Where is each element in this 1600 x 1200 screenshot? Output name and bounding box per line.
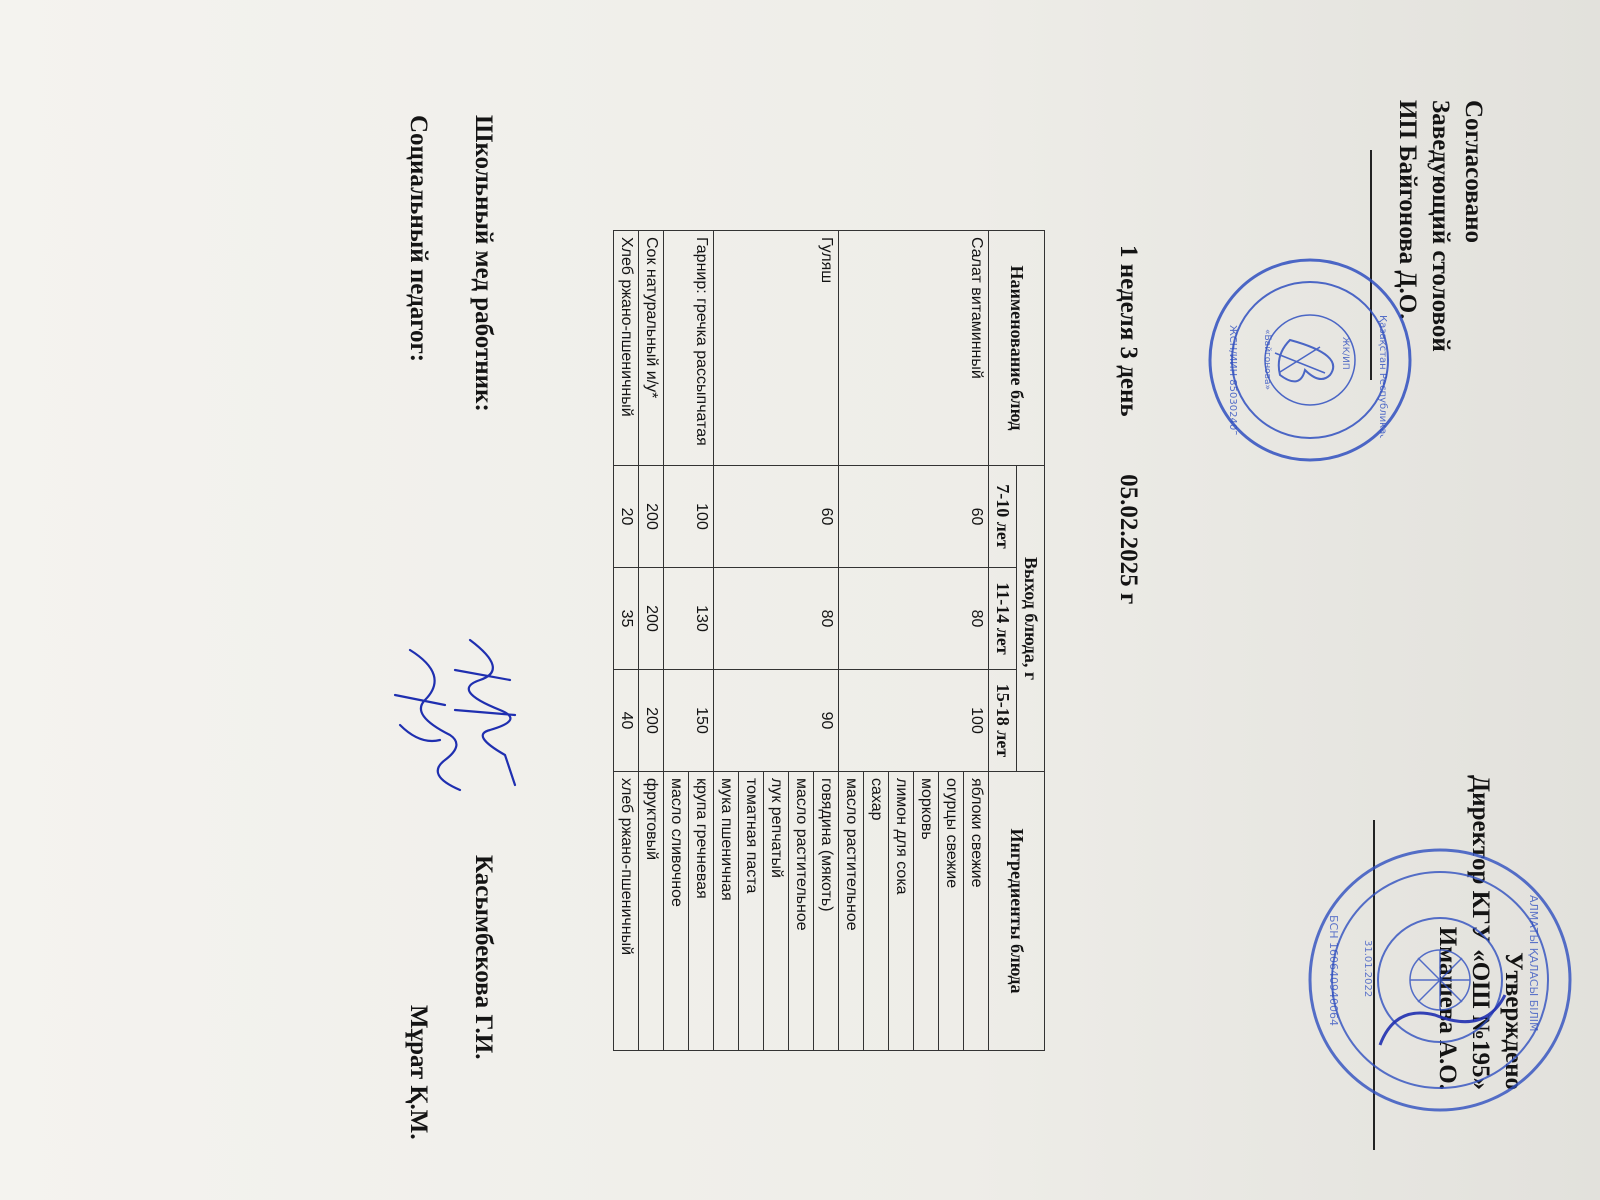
output-15-18: 40 [614,670,639,772]
ingredient: крупа гречневая [689,772,714,1051]
social-pedagogue-name: Мұрат Қ.М. [405,1005,432,1140]
ingredient: масло растительное [839,772,864,1051]
approval-left-position: Заведующий столовой [1427,100,1454,352]
output-7-10: 60 [714,466,839,568]
ingredient: лук репчатый [764,772,789,1051]
svg-text:БСН 160640940064: БСН 160640940064 [1327,915,1340,1026]
output-11-14: 200 [639,568,664,670]
med-worker-name: Касымбекова Г.И. [470,855,497,1060]
svg-text:ЖК/ИП: ЖК/ИП [1340,337,1350,370]
output-7-10: 200 [639,466,664,568]
output-11-14: 80 [714,568,839,670]
header-age-7-10: 7-10 лет [989,466,1017,568]
menu-period [1112,245,1145,604]
dish-name: Гарнир: гречка рассыпчатая [664,231,714,466]
ingredient: огурцы свежие [939,772,964,1051]
output-15-18: 90 [714,670,839,772]
output-15-18: 200 [639,670,664,772]
output-7-10: 60 [839,466,989,568]
header-output: Выход блюда, г [1017,466,1045,772]
approval-left-person: ИП Байгонова Д.О. [1394,100,1421,320]
ingredient: мука пшеничная [714,772,739,1051]
output-15-18: 150 [664,670,714,772]
dish-name: Салат витаминный [839,231,989,466]
ingredient: фруктовый [639,772,664,1051]
ingredient: томатная паста [739,772,764,1051]
svg-text:Қазақстан Республикасы: Қазақстан Республикасы [1377,315,1388,448]
header-age-15-18: 15-18 лет [989,670,1017,772]
svg-text:«Байгонова»: «Байгонова» [1262,329,1272,390]
output-11-14: 35 [614,568,639,670]
week-day-label: 1 неделя 3 день [1115,245,1142,417]
header-age-11-14: 11-14 лет [989,568,1017,670]
output-11-14: 80 [839,568,989,670]
ingredient: масло сливочное [664,772,689,1051]
approval-right-position: Директор КГУ «ОШ №195» [1467,774,1494,1090]
approval-right-person: Имашева А.О. [1434,926,1461,1090]
table-row [639,231,664,1051]
ingredient: масло растительное [789,772,814,1051]
approval-right-title: Утверждено [1500,952,1527,1090]
social-pedagogue-role: Социальный педагог: [405,115,432,363]
ingredient: яблоки свежие [964,772,989,1051]
ingredient: говядина (мякоть) [814,772,839,1051]
output-15-18: 100 [839,670,989,772]
table-row [814,231,839,1051]
dish-name: Хлеб ржано-пшеничный [614,231,639,466]
menu-table [613,230,1045,1051]
ingredient: морковь [914,772,939,1051]
school-seal-stamp [1305,845,1575,1115]
output-11-14: 130 [664,568,714,670]
table-row [614,231,639,1051]
dish-name: Гуляш [714,231,839,466]
header-dish: Наименование блюд [989,231,1045,466]
svg-text:ЖСН/ИИН 850302402855: ЖСН/ИИН 850302402855 [1227,325,1238,456]
table-row [964,231,989,1051]
approval-left-block [1391,100,1490,352]
handwritten-signatures [390,620,540,810]
company-seal-stamp [1205,255,1415,465]
svg-text:31.01.2022: 31.01.2022 [1362,940,1373,998]
table-row [689,231,714,1051]
med-worker-role: Школьный мед работник: [470,115,497,412]
svg-text:АЛМАТЫ ҚАЛАСЫ БІЛІМ: АЛМАТЫ ҚАЛАСЫ БІЛІМ [1527,895,1540,1032]
header-ingredients: Ингредиенты блюда [989,772,1045,1051]
output-7-10: 20 [614,466,639,568]
ingredient: сахар [864,772,889,1051]
output-7-10: 100 [664,466,714,568]
ingredient: хлеб ржано-пшеничный [614,772,639,1051]
dish-name: Сок натуральный и/у* [639,231,664,466]
menu-date: 05.02.2025 г [1115,474,1142,605]
ingredient: лимон для сока [889,772,914,1051]
approval-left-title: Согласовано [1460,100,1487,244]
